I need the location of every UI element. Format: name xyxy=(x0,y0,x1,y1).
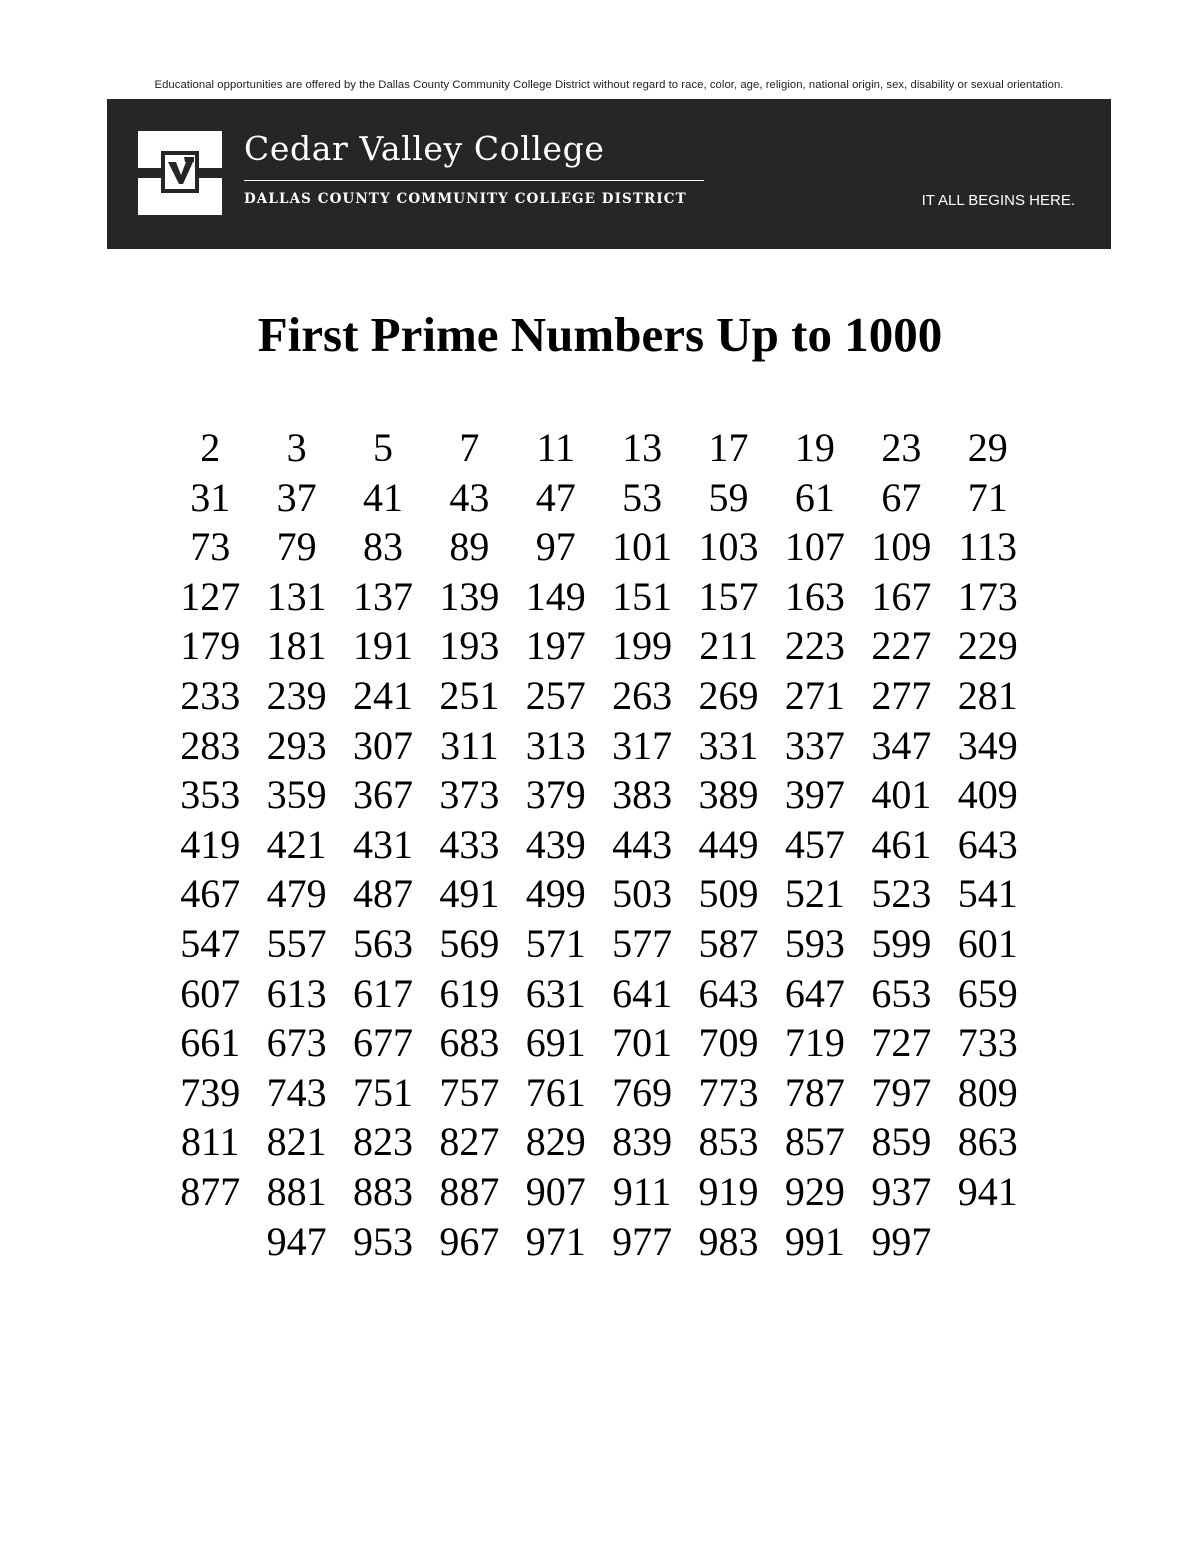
prime-number-cell: 13 xyxy=(622,425,663,470)
prime-number-cell: 751 xyxy=(352,1069,413,1115)
prime-number-cell: 827 xyxy=(439,1119,500,1165)
prime-number-cell: 3 xyxy=(286,425,307,470)
prime-number-cell: 167 xyxy=(871,573,932,619)
prime-number-cell: 541 xyxy=(957,871,1018,917)
prime-number-cell: 977 xyxy=(612,1218,673,1264)
prime-number-cell: 997 xyxy=(871,1218,932,1264)
prime-number-cell: 199 xyxy=(612,623,673,669)
prime-number-cell: 2 xyxy=(200,425,221,470)
prime-number-cell: 523 xyxy=(871,871,932,917)
prime-number-cell: 233 xyxy=(180,672,241,718)
prime-number-cell: 347 xyxy=(871,722,932,768)
prime-number-cell: 449 xyxy=(698,821,759,867)
prime-number-cell: 881 xyxy=(266,1168,327,1214)
prime-number-cell: 857 xyxy=(784,1119,845,1165)
prime-number-cell: 937 xyxy=(871,1168,932,1214)
prime-number-cell: 443 xyxy=(612,821,673,867)
prime-number-cell: 269 xyxy=(698,672,759,718)
prime-number-cell: 41 xyxy=(362,474,403,520)
prime-number-cell xyxy=(945,1217,1031,1267)
prime-number-cell: 929 xyxy=(784,1168,845,1214)
prime-number-cell: 193 xyxy=(439,623,500,669)
prime-number-cell: 599 xyxy=(871,920,932,966)
prime-number-cell: 131 xyxy=(266,573,327,619)
prime-number-cell: 271 xyxy=(784,672,845,718)
prime-number-cell: 181 xyxy=(266,623,327,669)
prime-number-cell: 701 xyxy=(612,1020,673,1066)
prime-number-cell: 97 xyxy=(535,524,576,570)
prime-number-cell: 967 xyxy=(439,1218,500,1264)
prime-number-cell: 839 xyxy=(612,1119,673,1165)
prime-number-cell: 613 xyxy=(266,970,327,1016)
prime-number-cell: 223 xyxy=(784,623,845,669)
prime-number-cell: 797 xyxy=(871,1069,932,1115)
prime-number-cell: 103 xyxy=(698,524,759,570)
cedar-valley-logo-icon xyxy=(138,131,222,215)
prime-number-cell: 617 xyxy=(352,970,413,1016)
prime-number-cell: 587 xyxy=(698,920,759,966)
prime-number-cell: 419 xyxy=(180,821,241,867)
prime-number-cell: 367 xyxy=(352,772,413,818)
prime-number-cell: 853 xyxy=(698,1119,759,1165)
prime-number-cell: 383 xyxy=(612,772,673,818)
prime-number-cell: 353 xyxy=(180,772,241,818)
prime-number-cell: 11 xyxy=(536,425,576,470)
prime-number-cell: 43 xyxy=(449,474,490,520)
prime-number-cell: 307 xyxy=(352,722,413,768)
prime-number-cell: 31 xyxy=(190,474,231,520)
prime-number-cell: 281 xyxy=(957,672,1018,718)
prime-number-cell: 991 xyxy=(784,1218,845,1264)
prime-number-cell: 509 xyxy=(698,871,759,917)
prime-number-cell: 173 xyxy=(957,573,1018,619)
district-name: DALLAS COUNTY COMMUNITY COLLEGE DISTRICT xyxy=(244,191,687,207)
prime-number-cell: 421 xyxy=(266,821,327,867)
prime-number-cell: 911 xyxy=(612,1168,672,1214)
prime-number-cell: 971 xyxy=(525,1218,586,1264)
prime-number-cell: 317 xyxy=(612,722,673,768)
prime-number-cell: 787 xyxy=(784,1069,845,1115)
prime-number-cell: 163 xyxy=(784,573,845,619)
prime-number-cell: 149 xyxy=(525,573,586,619)
prime-number-cell: 563 xyxy=(352,920,413,966)
prime-number-cell: 467 xyxy=(180,871,241,917)
prime-number-cell: 809 xyxy=(957,1069,1018,1115)
prime-number-cell: 433 xyxy=(439,821,500,867)
prime-number-cell: 107 xyxy=(784,524,845,570)
prime-number-cell: 277 xyxy=(871,672,932,718)
prime-number-cell: 311 xyxy=(440,722,499,768)
prime-number-cell: 919 xyxy=(698,1168,759,1214)
prime-number-cell: 569 xyxy=(439,920,500,966)
prime-number-cell: 677 xyxy=(352,1020,413,1066)
prime-number-cell: 179 xyxy=(180,623,241,669)
prime-number-cell: 113 xyxy=(958,524,1017,570)
prime-number-cell: 211 xyxy=(699,623,758,669)
prime-number-cell: 643 xyxy=(957,821,1018,867)
prime-number-cell: 37 xyxy=(276,474,317,520)
prime-number-cell: 947 xyxy=(266,1218,327,1264)
prime-number-cell: 503 xyxy=(612,871,673,917)
prime-number-cell: 127 xyxy=(180,573,241,619)
prime-number-cell: 883 xyxy=(352,1168,413,1214)
prime-number-cell: 641 xyxy=(612,970,673,1016)
prime-number-cell: 83 xyxy=(362,524,403,570)
prime-number-cell: 953 xyxy=(352,1218,413,1264)
prime-number-cell: 29 xyxy=(967,425,1008,470)
prime-number-cell: 571 xyxy=(525,920,586,966)
prime-number-cell: 461 xyxy=(871,821,932,867)
prime-number-cell: 19 xyxy=(794,425,835,470)
prime-number-cell: 691 xyxy=(525,1020,586,1066)
prime-number-cell: 17 xyxy=(708,425,749,470)
prime-number-cell: 769 xyxy=(612,1069,673,1115)
prime-number-cell: 71 xyxy=(967,474,1008,520)
prime-number-cell: 773 xyxy=(698,1069,759,1115)
prime-number-cell: 521 xyxy=(784,871,845,917)
prime-number-cell: 227 xyxy=(871,623,932,669)
prime-number-cell: 829 xyxy=(525,1119,586,1165)
prime-number-cell: 887 xyxy=(439,1168,500,1214)
prime-number-cell: 709 xyxy=(698,1020,759,1066)
prime-number-cell: 109 xyxy=(871,524,932,570)
prime-number-cell: 379 xyxy=(525,772,586,818)
primes-table xyxy=(167,423,1031,1266)
prime-number-cell: 941 xyxy=(957,1168,1018,1214)
prime-number-cell: 67 xyxy=(881,474,922,520)
prime-number-cell: 653 xyxy=(871,970,932,1016)
prime-number-cell: 457 xyxy=(784,821,845,867)
prime-number-cell: 661 xyxy=(180,1020,241,1066)
prime-number-cell: 191 xyxy=(352,623,413,669)
prime-number-cell: 811 xyxy=(180,1119,240,1165)
prime-number-cell: 359 xyxy=(266,772,327,818)
prime-number-cell: 907 xyxy=(525,1168,586,1214)
prime-number-cell: 859 xyxy=(871,1119,932,1165)
prime-number-cell: 251 xyxy=(439,672,500,718)
prime-number-cell: 283 xyxy=(180,722,241,768)
prime-number-cell: 197 xyxy=(525,623,586,669)
prime-number-cell: 761 xyxy=(525,1069,586,1115)
prime-number-cell: 983 xyxy=(698,1218,759,1264)
prime-number-cell: 257 xyxy=(525,672,586,718)
prime-number-cell: 739 xyxy=(180,1069,241,1115)
college-banner xyxy=(107,99,1111,249)
prime-number-cell: 577 xyxy=(612,920,673,966)
prime-number-cell: 821 xyxy=(266,1119,327,1165)
prime-number-cell: 293 xyxy=(266,722,327,768)
prime-number-cell: 877 xyxy=(180,1168,241,1214)
prime-number-cell: 719 xyxy=(784,1020,845,1066)
prime-number-cell: 823 xyxy=(352,1119,413,1165)
prime-number-cell: 431 xyxy=(352,821,413,867)
college-name: Cedar Valley College xyxy=(244,129,605,168)
prime-number-cell xyxy=(167,1217,253,1267)
prime-number-cell: 331 xyxy=(698,722,759,768)
prime-number-cell: 73 xyxy=(190,524,231,570)
prime-number-cell: 263 xyxy=(612,672,673,718)
banner-divider xyxy=(244,180,704,181)
prime-number-cell: 607 xyxy=(180,970,241,1016)
prime-number-cell: 389 xyxy=(698,772,759,818)
prime-number-cell: 479 xyxy=(266,871,327,917)
prime-number-cell: 313 xyxy=(525,722,586,768)
prime-number-cell: 397 xyxy=(784,772,845,818)
prime-number-cell: 647 xyxy=(784,970,845,1016)
prime-number-cell: 401 xyxy=(871,772,932,818)
prime-number-cell: 683 xyxy=(439,1020,500,1066)
prime-number-cell: 547 xyxy=(180,920,241,966)
disclaimer-text: Educational opportunities are offered by the Dallas County Community College District without regard to race, color, age, religion, national origin, sex, disability or sexual orientation. xyxy=(154,79,1064,91)
prime-number-cell: 643 xyxy=(698,970,759,1016)
prime-number-cell: 601 xyxy=(957,920,1018,966)
prime-number-cell: 727 xyxy=(871,1020,932,1066)
prime-number-cell: 631 xyxy=(525,970,586,1016)
prime-number-cell: 619 xyxy=(439,970,500,1016)
prime-number-cell: 349 xyxy=(957,722,1018,768)
prime-number-cell: 239 xyxy=(266,672,327,718)
tagline: IT ALL BEGINS HERE. xyxy=(921,192,1075,209)
prime-number-cell: 241 xyxy=(352,672,413,718)
prime-number-cell: 487 xyxy=(352,871,413,917)
prime-number-cell: 373 xyxy=(439,772,500,818)
prime-number-cell: 673 xyxy=(266,1020,327,1066)
prime-number-cell: 139 xyxy=(439,573,500,619)
prime-number-cell: 337 xyxy=(784,722,845,768)
prime-number-cell: 157 xyxy=(698,573,759,619)
prime-number-cell: 593 xyxy=(784,920,845,966)
prime-number-cell: 499 xyxy=(525,871,586,917)
prime-number-cell: 229 xyxy=(957,623,1018,669)
prime-number-cell: 79 xyxy=(276,524,317,570)
prime-number-cell: 757 xyxy=(439,1069,500,1115)
prime-number-cell: 7 xyxy=(459,425,480,470)
prime-number-cell: 557 xyxy=(266,920,327,966)
prime-number-cell: 439 xyxy=(525,821,586,867)
prime-number-cell: 47 xyxy=(535,474,576,520)
prime-number-cell: 409 xyxy=(957,772,1018,818)
prime-number-cell: 137 xyxy=(352,573,413,619)
prime-number-cell: 491 xyxy=(439,871,500,917)
prime-number-cell: 733 xyxy=(957,1020,1018,1066)
page-title: First Prime Numbers Up to 1000 xyxy=(257,307,943,362)
prime-number-cell: 863 xyxy=(957,1119,1018,1165)
prime-number-cell: 53 xyxy=(622,474,663,520)
prime-number-cell: 151 xyxy=(612,573,673,619)
prime-number-cell: 5 xyxy=(372,425,393,470)
prime-number-cell: 101 xyxy=(612,524,673,570)
prime-number-cell: 23 xyxy=(881,425,922,470)
prime-number-cell: 89 xyxy=(449,524,490,570)
prime-number-cell: 743 xyxy=(266,1069,327,1115)
prime-number-cell: 59 xyxy=(708,474,749,520)
prime-number-cell: 61 xyxy=(794,474,835,520)
prime-number-cell: 659 xyxy=(957,970,1018,1016)
